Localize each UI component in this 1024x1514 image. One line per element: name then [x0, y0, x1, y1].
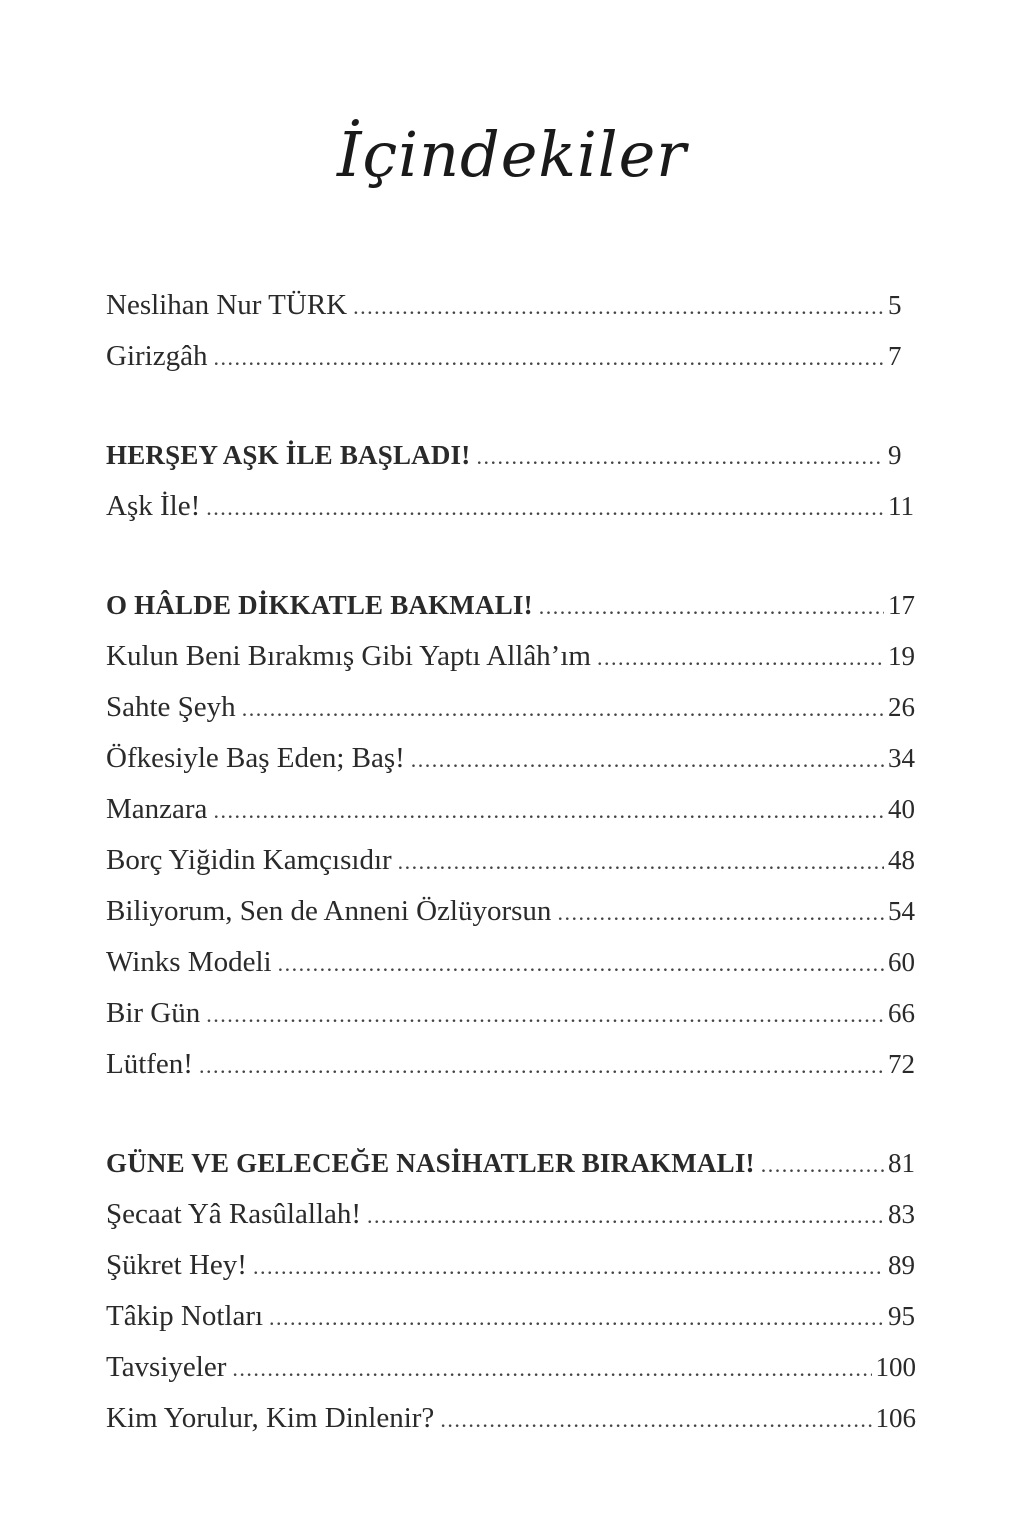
toc-page-number: 89	[888, 1250, 915, 1280]
toc-entry-title: Winks Modeli	[106, 946, 272, 978]
toc-page-number: 60	[888, 947, 915, 977]
toc-entry-title: Kim Yorulur, Kim Dinlenir?	[106, 1402, 435, 1434]
dot-leader	[411, 734, 884, 785]
toc-page-number: 81	[888, 1148, 915, 1178]
dot-leader	[213, 785, 884, 836]
toc-page-number: 48	[888, 845, 915, 875]
toc-page-number: 5	[888, 290, 902, 320]
dot-leader	[398, 836, 884, 887]
toc-entry-title: Kulun Beni Bırakmış Gibi Yaptı Allâh’ım	[106, 640, 591, 672]
toc-page-number: 11	[888, 491, 914, 521]
toc-entry	[106, 1039, 916, 1090]
toc-entry-title: Şükret Hey!	[106, 1249, 247, 1281]
dot-leader	[353, 281, 884, 332]
dot-leader	[539, 581, 884, 632]
toc-entry-title: Tavsiyeler	[106, 1351, 227, 1383]
toc-entry-title: Neslihan Nur TÜRK	[106, 289, 348, 321]
toc-page-number: 34	[888, 743, 915, 773]
toc-entry	[106, 835, 916, 886]
toc-page-number: 26	[888, 692, 915, 722]
toc-section-heading	[106, 580, 916, 631]
dot-leader	[278, 938, 884, 989]
toc-entry-title: O HÂLDE DİKKATLE BAKMALI!	[106, 590, 533, 620]
table-of-contents	[106, 280, 916, 1492]
toc-section	[106, 580, 916, 1090]
toc-page-number: 40	[888, 794, 915, 824]
toc-section	[106, 280, 916, 382]
dot-leader	[206, 482, 884, 533]
toc-entry-title: Şecaat Yâ Rasûlallah!	[106, 1198, 361, 1230]
toc-entry	[106, 481, 916, 532]
toc-entry	[106, 631, 916, 682]
toc-section	[106, 1138, 916, 1444]
toc-entry-title: Aşk İle!	[106, 490, 201, 522]
dot-leader	[269, 1292, 884, 1343]
toc-entry	[106, 1240, 916, 1291]
toc-entry-title: Manzara	[106, 793, 208, 825]
toc-entry	[106, 1393, 916, 1444]
dot-leader	[232, 1343, 871, 1394]
dot-leader	[199, 1040, 884, 1091]
dot-leader	[440, 1394, 871, 1445]
toc-section-heading	[106, 1138, 916, 1189]
toc-entry-title: Tâkip Notları	[106, 1300, 264, 1332]
toc-entry	[106, 988, 916, 1039]
toc-page-number: 72	[888, 1049, 915, 1079]
toc-page-number: 19	[888, 641, 915, 671]
toc-page-number: 54	[888, 896, 915, 926]
toc-entry	[106, 331, 916, 382]
toc-section-heading	[106, 430, 916, 481]
toc-page-number: 83	[888, 1199, 915, 1229]
dot-leader	[761, 1139, 884, 1190]
toc-entry-title: Lütfen!	[106, 1048, 193, 1080]
toc-entry	[106, 682, 916, 733]
toc-entry	[106, 784, 916, 835]
toc-entry	[106, 1189, 916, 1240]
toc-section	[106, 430, 916, 532]
toc-page-number: 106	[875, 1403, 916, 1433]
toc-page-number: 100	[875, 1352, 916, 1382]
toc-entry	[106, 280, 916, 331]
dot-leader	[557, 887, 884, 938]
toc-entry-title: Sahte Şeyh	[106, 691, 236, 723]
toc-entry	[106, 886, 916, 937]
toc-entry-title: GÜNE VE GELECEĞE NASİHATLER BIRAKMALI!	[106, 1148, 755, 1178]
dot-leader	[367, 1190, 884, 1241]
toc-page-number: 95	[888, 1301, 915, 1331]
toc-entry-title: Biliyorum, Sen de Anneni Özlüyorsun	[106, 895, 552, 927]
page-title: İçindekiler	[337, 118, 687, 191]
toc-entry-title: Bir Gün	[106, 997, 201, 1029]
dot-leader	[476, 431, 884, 482]
toc-entry	[106, 1291, 916, 1342]
toc-entry	[106, 937, 916, 988]
toc-entry-title: HERŞEY AŞK İLE BAŞLADI!	[106, 440, 471, 470]
dot-leader	[253, 1241, 884, 1292]
dot-leader	[206, 989, 884, 1040]
toc-entry-title: Girizgâh	[106, 340, 208, 372]
toc-page-number: 9	[888, 440, 902, 470]
toc-page-number: 7	[888, 341, 902, 371]
toc-page-number: 17	[888, 590, 915, 620]
toc-entry	[106, 733, 916, 784]
toc-entry	[106, 1342, 916, 1393]
toc-entry-title: Öfkesiyle Baş Eden; Baş!	[106, 742, 405, 774]
dot-leader	[242, 683, 884, 734]
dot-leader	[597, 632, 884, 683]
toc-entry-title: Borç Yiğidin Kamçısıdır	[106, 844, 392, 876]
toc-page-number: 66	[888, 998, 915, 1028]
dot-leader	[213, 332, 884, 383]
